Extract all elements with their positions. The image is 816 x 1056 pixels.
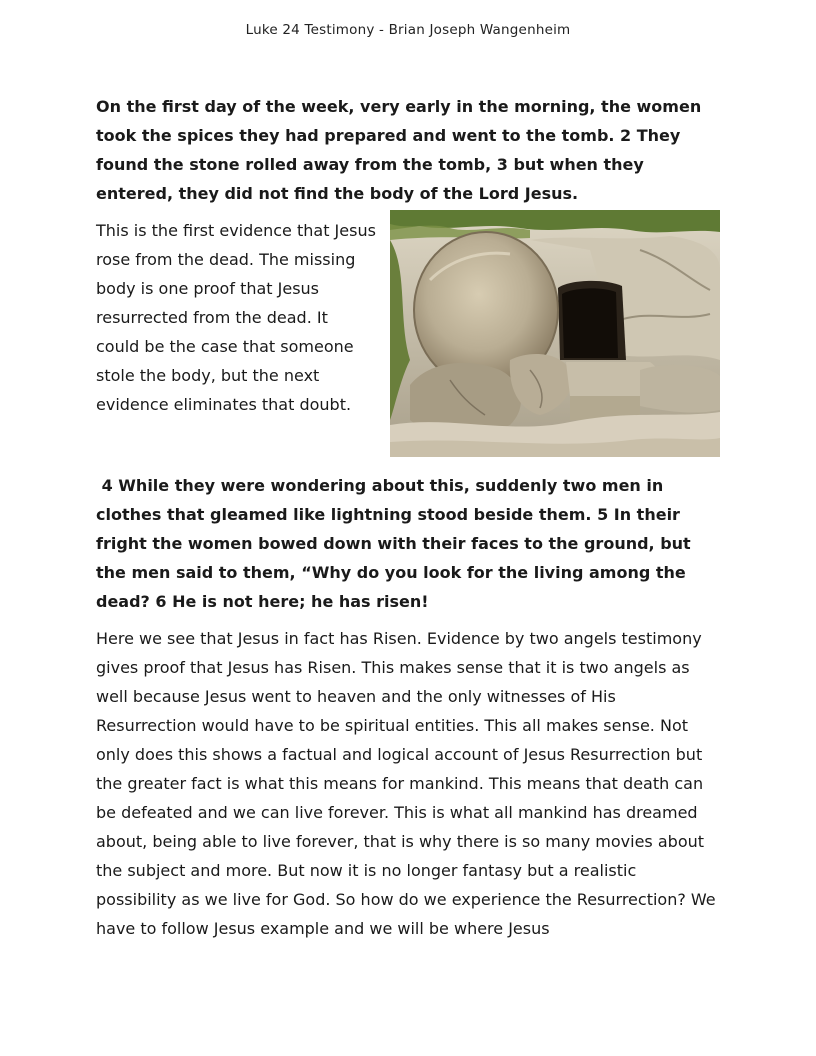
commentary-paragraph-1: This is the first evidence that Jesus rose from the dead. The missing body is one proof that Jesus resurrected from the dead. It could be the case that someone stole the body, but the next evidence eliminates that doubt. bbox=[96, 221, 376, 414]
commentary-paragraph-2: Here we see that Jesus in fact has Risen. Evidence by two angels testimony gives proof that Jesus has Risen. This makes sense that it is two angels as well because Jesus went to heaven and the only witnesses of His Resurrection would have to be spiritual entities. This all makes sense. Not only does this shows a factual and logical account of Jesus Resurrection but the greater fact is what this means for mankind. This means that death can be defeated and we can live forever. This is what all mankind has dreamed about, being able to live forever, that is why there is so many movies about the subject and more. But now it is no longer fantasy but a realistic possibility as we live for God. So how do we experience the Resurrection? We have to follow Jesus example and we will be where Jesus bbox=[96, 629, 716, 938]
page-header-title: Luke 24 Testimony - Brian Joseph Wangenheim bbox=[245, 22, 571, 38]
scripture-paragraph-2: 4 While they were wondering about this, suddenly two men in clothes that gleamed like lightning stood beside them. 5 In their fright the women bowed down with their faces to the ground, but the men said to them, “Why do you look for the living among the dead? 6 He is not here; he has risen! bbox=[96, 476, 697, 611]
scripture-paragraph-1: On the first day of the week, very early in the morning, the women took the spices they had prepared and went to the tomb. 2 They found the stone rolled away from the tomb, 3 but when they entered, they did not find the body of the Lord Jesus. bbox=[96, 97, 702, 203]
empty-tomb-image bbox=[390, 210, 720, 457]
document-body bbox=[96, 92, 720, 943]
tomb-photo-illustration bbox=[390, 210, 720, 457]
